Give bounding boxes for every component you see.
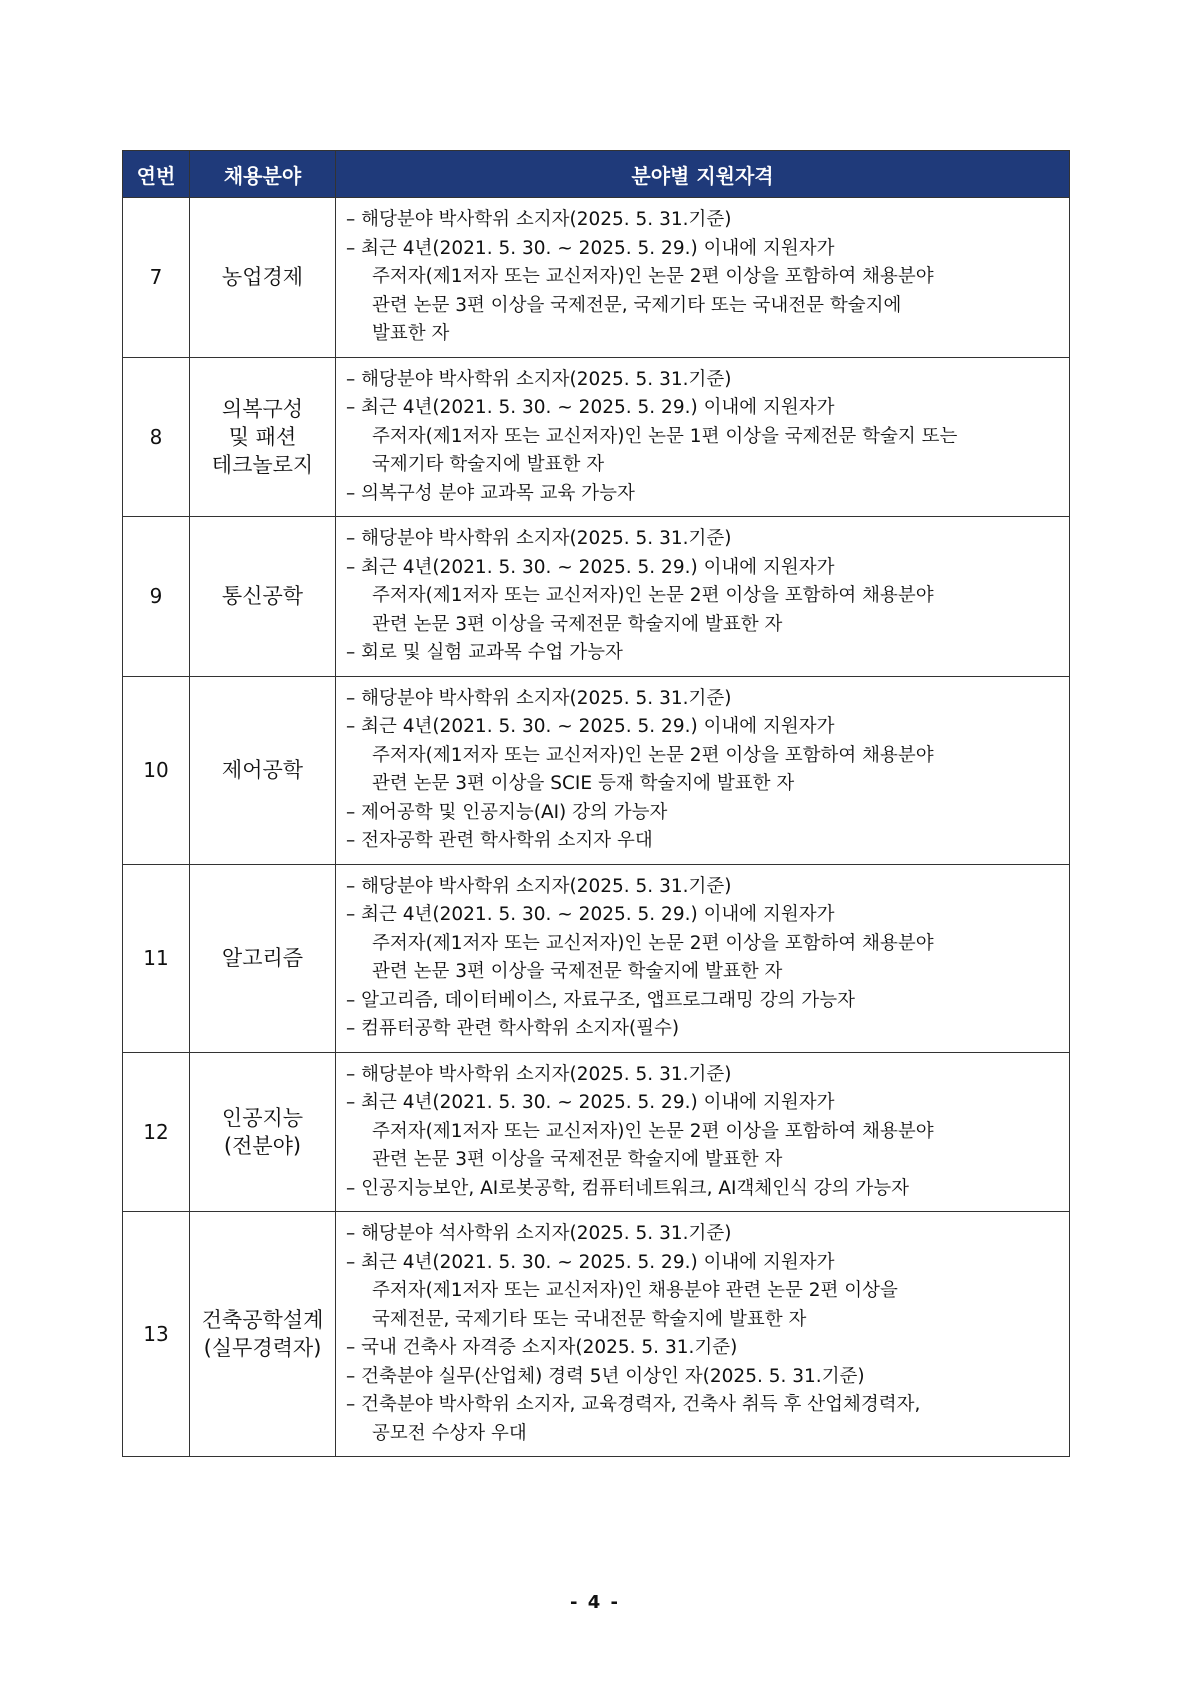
qualification-continuation: 공모전 수상자 우대 bbox=[372, 1422, 527, 1444]
qualification-item: – 건축분야 실무(산업체) 경력 5년 이상인 자(2025. 5. 31.기준) bbox=[346, 1365, 865, 1387]
qualification-continuation: 국제전문, 국제기타 또는 국내전문 학술지에 발표한 자 bbox=[372, 1308, 807, 1330]
header-no: 연번 bbox=[123, 151, 190, 198]
table-row bbox=[123, 864, 1070, 1052]
field-name-line: 인공지능 bbox=[221, 1105, 304, 1130]
row-number: 11 bbox=[123, 864, 190, 1052]
qualification-continuation: 주저자(제1저자 또는 교신저자)인 논문 2편 이상을 포함하여 채용분야 bbox=[372, 932, 934, 954]
field-name-line: 및 패션 bbox=[228, 424, 297, 449]
qualification-item: – 컴퓨터공학 관련 학사학위 소지자(필수) bbox=[346, 1018, 680, 1039]
qualification-item: – 최근 4년(2021. 5. 30. ~ 2025. 5. 29.) 이내에 지원자가 bbox=[346, 1092, 835, 1113]
table-row bbox=[123, 357, 1070, 517]
qualification-continuation: 관련 논문 3편 이상을 SCIE 등재 학술지에 발표한 자 bbox=[372, 773, 795, 794]
qualifications-cell bbox=[336, 1212, 1070, 1457]
qualification-continuation: 관련 논문 3편 이상을 국제전문 학술지에 발표한 자 bbox=[372, 613, 783, 635]
qualification-item: – 해당분야 박사학위 소지자(2025. 5. 31.기준) bbox=[346, 368, 732, 390]
qualification-item: – 건축분야 박사학위 소지자, 교육경력자, 건축사 취득 후 산업체경력자, bbox=[346, 1394, 921, 1415]
qualification-item: – 최근 4년(2021. 5. 30. ~ 2025. 5. 29.) 이내에 지원자가 bbox=[346, 397, 835, 418]
table-row bbox=[123, 198, 1070, 358]
qualification-continuation: 발표한 자 bbox=[372, 323, 450, 344]
recruitment-table-page bbox=[122, 150, 1069, 1457]
qualification-item: – 의복구성 분야 교과목 교육 가능자 bbox=[346, 482, 635, 504]
qualification-continuation: 관련 논문 3편 이상을 국제전문 학술지에 발표한 자 bbox=[372, 961, 783, 982]
qualification-item: – 국내 건축사 자격증 소지자(2025. 5. 31.기준) bbox=[346, 1337, 738, 1358]
qualification-item: – 해당분야 석사학위 소지자(2025. 5. 31.기준) bbox=[346, 1223, 732, 1244]
table-row bbox=[123, 676, 1070, 864]
qualification-item: – 최근 4년(2021. 5. 30. ~ 2025. 5. 29.) 이내에 지원자가 bbox=[346, 904, 835, 925]
row-number: 13 bbox=[123, 1212, 190, 1457]
page-number: - 4 - bbox=[570, 1592, 620, 1613]
table-body bbox=[123, 198, 1070, 1457]
qualifications-cell bbox=[336, 517, 1070, 677]
qualifications-cell bbox=[336, 357, 1070, 517]
qualification-item: – 해당분야 박사학위 소지자(2025. 5. 31.기준) bbox=[346, 1063, 732, 1085]
qualification-item: – 해당분야 박사학위 소지자(2025. 5. 31.기준) bbox=[346, 528, 732, 549]
qualification-continuation: 관련 논문 3편 이상을 국제전문, 국제기타 또는 국내전문 학술지에 bbox=[372, 294, 902, 316]
qualification-item: – 최근 4년(2021. 5. 30. ~ 2025. 5. 29.) 이내에 지원자가 bbox=[346, 237, 835, 259]
qualification-continuation: 주저자(제1저자 또는 교신저자)인 논문 2편 이상을 포함하여 채용분야 bbox=[372, 744, 934, 766]
row-number: 10 bbox=[123, 676, 190, 864]
qualification-continuation: 관련 논문 3편 이상을 국제전문 학술지에 발표한 자 bbox=[372, 1149, 783, 1170]
field-name-line: 건축공학설계 bbox=[201, 1308, 324, 1332]
qualification-item: – 회로 및 실험 교과목 수업 가능자 bbox=[346, 642, 623, 663]
qualification-item: – 해당분야 박사학위 소지자(2025. 5. 31.기준) bbox=[346, 875, 732, 897]
field-name-line: (실무경력자) bbox=[203, 1336, 322, 1360]
qualification-item: – 최근 4년(2021. 5. 30. ~ 2025. 5. 29.) 이내에 지원자가 bbox=[346, 716, 835, 737]
qualification-item: – 해당분야 박사학위 소지자(2025. 5. 31.기준) bbox=[346, 687, 732, 709]
field-name-line: 의복구성 bbox=[221, 396, 304, 421]
row-number: 9 bbox=[123, 517, 190, 677]
field-name-line: 테크놀로지 bbox=[211, 452, 314, 477]
qualification-continuation: 주저자(제1저자 또는 교신저자)인 채용분야 관련 논문 2편 이상을 bbox=[372, 1280, 898, 1301]
qualifications-cell bbox=[336, 676, 1070, 864]
qualifications-cell bbox=[336, 198, 1070, 358]
qualification-continuation: 주저자(제1저자 또는 교신저자)인 논문 2편 이상을 포함하여 채용분야 bbox=[372, 266, 934, 287]
qualification-item: – 제어공학 및 인공지능(AI) 강의 가능자 bbox=[346, 801, 668, 823]
qualification-continuation: 국제기타 학술지에 발표한 자 bbox=[372, 454, 605, 475]
qualification-item: – 알고리즘, 데이터베이스, 자료구조, 앱프로그래밍 강의 가능자 bbox=[346, 989, 855, 1011]
field-name-cell bbox=[190, 357, 336, 517]
field-name-cell bbox=[190, 198, 336, 358]
qualification-item: – 해당분야 박사학위 소지자(2025. 5. 31.기준) bbox=[346, 209, 732, 230]
row-number: 8 bbox=[123, 357, 190, 517]
field-name-line: (전분야) bbox=[223, 1133, 302, 1158]
table-row bbox=[123, 1212, 1070, 1457]
qualification-item: – 최근 4년(2021. 5. 30. ~ 2025. 5. 29.) 이내에 지원자가 bbox=[346, 1251, 835, 1273]
row-number: 7 bbox=[123, 198, 190, 358]
field-name-line: 제어공학 bbox=[221, 758, 304, 782]
qualification-item: – 전자공학 관련 학사학위 소지자 우대 bbox=[346, 830, 653, 851]
qualifications-cell bbox=[336, 1052, 1070, 1212]
field-name-line: 농업경제 bbox=[221, 265, 304, 290]
table-row bbox=[123, 1052, 1070, 1212]
qualification-continuation: 주저자(제1저자 또는 교신저자)인 논문 1편 이상을 국제전문 학술지 또는 bbox=[372, 425, 958, 447]
header-field: 채용분야 bbox=[190, 151, 336, 198]
field-name-line: 통신공학 bbox=[221, 584, 304, 609]
header-qualifications: 분야별 지원자격 bbox=[336, 151, 1070, 198]
qualification-table bbox=[122, 150, 1070, 1457]
field-name-cell bbox=[190, 1212, 336, 1457]
qualification-continuation: 주저자(제1저자 또는 교신저자)인 논문 2편 이상을 포함하여 채용분야 bbox=[372, 1120, 934, 1142]
table-row bbox=[123, 517, 1070, 677]
field-name-cell bbox=[190, 676, 336, 864]
qualification-item: – 인공지능보안, AI로봇공학, 컴퓨터네트워크, AI객체인식 강의 가능자 bbox=[346, 1177, 910, 1199]
row-number: 12 bbox=[123, 1052, 190, 1212]
qualification-continuation: 주저자(제1저자 또는 교신저자)인 논문 2편 이상을 포함하여 채용분야 bbox=[372, 585, 934, 606]
qualification-item: – 최근 4년(2021. 5. 30. ~ 2025. 5. 29.) 이내에 지원자가 bbox=[346, 556, 835, 578]
field-name-cell bbox=[190, 1052, 336, 1212]
qualifications-cell bbox=[336, 864, 1070, 1052]
field-name-line: 알고리즘 bbox=[221, 946, 304, 970]
table-header-row bbox=[123, 151, 1070, 198]
field-name-cell bbox=[190, 864, 336, 1052]
field-name-cell bbox=[190, 517, 336, 677]
